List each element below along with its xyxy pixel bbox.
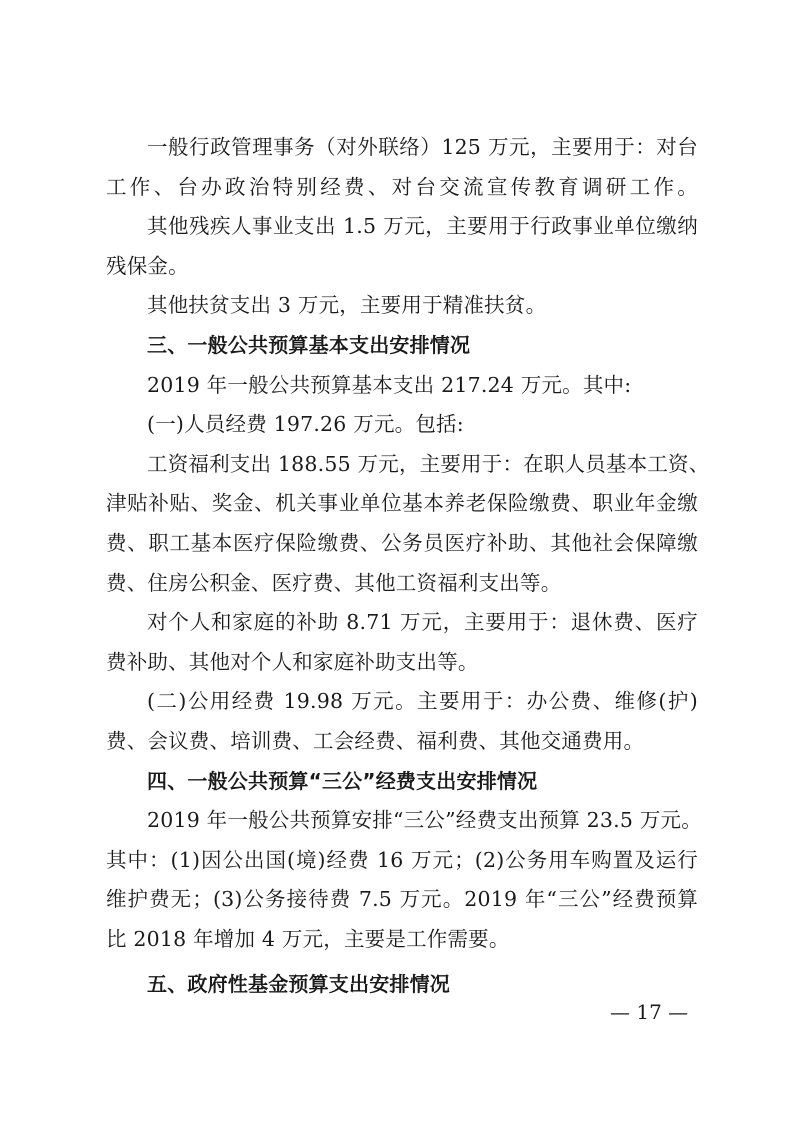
paragraph-line: 费、会议费、培训费、工会经费、福利费、其他交通费用。 bbox=[106, 728, 645, 753]
paragraph-line: 2019 年一般公共预算基本支出 217.24 万元。其中: bbox=[147, 372, 632, 397]
section-heading: 三、一般公共预算基本支出安排情况 bbox=[147, 332, 471, 357]
paragraph-line: 2019 年一般公共预算安排“三公”经费支出预算 23.5 万元。 bbox=[147, 808, 702, 833]
paragraph-line: 维护费无；(3)公务接待费 7.5 万元。2019 年“三公”经费预算 bbox=[106, 887, 698, 912]
paragraph-line: 费、住房公积金、医疗费、其他工资福利支出等。 bbox=[106, 570, 562, 595]
paragraph-line: 对个人和家庭的补助 8.71 万元，主要用于：退休费、医疗 bbox=[147, 610, 698, 635]
paragraph-line: 比 2018 年增加 4 万元，主要是工作需要。 bbox=[106, 926, 510, 951]
paragraph-line: 一般行政管理事务（对外联络）125 万元，主要用于：对台 bbox=[147, 135, 698, 159]
paragraph-line: 费补助、其他对个人和家庭补助支出等。 bbox=[106, 649, 479, 674]
paragraph-line: 其中：(1)因公出国(境)经费 16 万元；(2)公务用车购置及运行 bbox=[106, 847, 698, 872]
paragraph-line: 其他残疾人事业支出 1.5 万元，主要用于行政事业单位缴纳 bbox=[147, 214, 698, 239]
paragraph-line: 其他扶贫支出 3 万元，主要用于精准扶贫。 bbox=[147, 293, 547, 318]
paragraph-line: (一)人员经费 197.26 万元。包括: bbox=[147, 412, 464, 437]
paragraph-line: 残保金。 bbox=[106, 253, 189, 278]
paragraph-line: (二)公用经费 19.98 万元。主要用于：办公费、维修(护) bbox=[147, 689, 698, 714]
paragraph-line: 工作、台办政治特别经费、对台交流宣传教育调研工作。 bbox=[106, 174, 698, 199]
paragraph-line: 费、职工基本医疗保险缴费、公务员医疗补助、其他社会保障缴 bbox=[106, 530, 698, 555]
paragraph-line: 津贴补贴、奖金、机关事业单位基本养老保险缴费、职业年金缴 bbox=[106, 491, 698, 516]
paragraph-line: 工资福利支出 188.55 万元，主要用于：在职人员基本工资、 bbox=[147, 451, 710, 476]
section-heading: 四、一般公共预算“三公”经费支出安排情况 bbox=[147, 768, 538, 793]
page-number: — 17 — bbox=[610, 1000, 689, 1024]
document-body bbox=[106, 128, 710, 1005]
section-heading: 五、政府性基金预算支出安排情况 bbox=[147, 972, 450, 997]
